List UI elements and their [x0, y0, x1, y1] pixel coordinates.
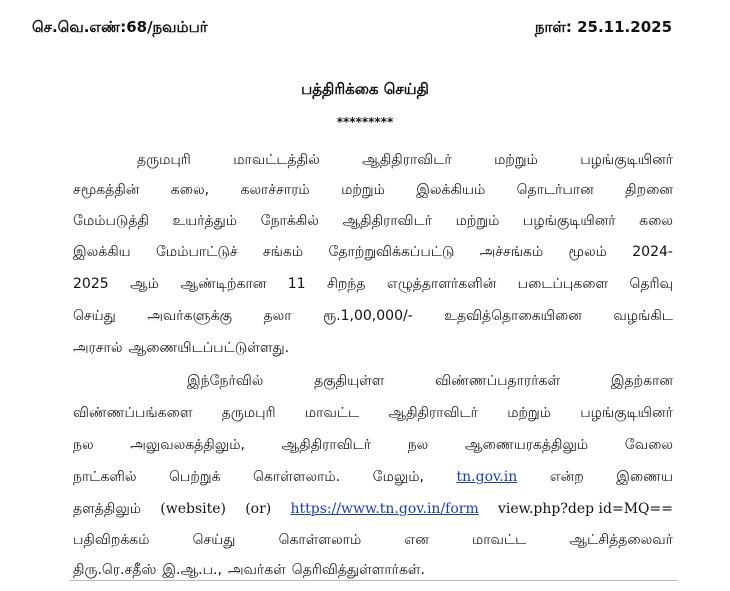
word: பெற்றுக்: [169, 469, 221, 485]
word: சங்கம்: [262, 244, 304, 260]
paragraph1-line6: [73, 302, 673, 330]
word: நாட்களில்: [73, 469, 137, 485]
word: ஆதிதிராவிடர்: [362, 152, 452, 168]
word: விண்ணப்பங்களை: [73, 405, 193, 421]
word: நோக்கில்: [260, 213, 319, 229]
word: மேலும்,: [372, 469, 425, 485]
word: மாவட்ட: [304, 405, 360, 421]
word: அச்சங்கம்: [479, 244, 544, 260]
word: இதற்கான: [610, 373, 673, 389]
word: ரூ.1,00,000/-: [323, 308, 413, 324]
word: தெரிவு: [629, 276, 673, 292]
word: ஆதிதிராவிடர்: [388, 405, 478, 421]
paragraph2-line3: [73, 431, 673, 459]
word: பழங்குடியினர்: [522, 213, 616, 229]
word: வழங்கிட: [613, 308, 673, 324]
word: தகுதியுள்ள: [314, 373, 385, 389]
word: மற்றும்: [455, 213, 500, 229]
word: மேம்படுத்தி: [73, 213, 149, 229]
word: என: [404, 532, 429, 548]
word: (website): [160, 501, 226, 517]
word: நல: [73, 437, 94, 453]
word: ஆணையிடப்பட்டுள்ளது.: [128, 340, 290, 356]
word: கொள்ளலாம்: [278, 532, 362, 548]
word: மூலம்: [568, 244, 607, 260]
word: படைப்புகளை: [517, 276, 609, 292]
word: கலை: [639, 213, 673, 229]
word: திறனை: [625, 182, 673, 198]
word: ஆதிதிராவிடர்: [342, 213, 433, 229]
word: தருமபுரி: [137, 152, 191, 168]
paragraph1-line1: [137, 146, 673, 174]
word: செய்து: [192, 532, 236, 548]
paragraph1-line5: [73, 270, 673, 298]
word: தொடர்பான: [516, 182, 594, 198]
word: ஆதிதிராவிடர்: [281, 437, 372, 453]
word: செய்து: [73, 308, 116, 324]
word: அவர்களுக்கு: [147, 308, 232, 324]
word: மாவட்டத்தில்: [233, 152, 320, 168]
word: பழங்குடியினர்: [580, 405, 673, 421]
paragraph2-line5: [73, 495, 673, 523]
word: சமூகத்தின்: [73, 182, 140, 198]
paragraph1-line7: [73, 334, 673, 362]
word: அவர்கள்: [227, 562, 286, 578]
paragraph2-line1: [187, 367, 673, 395]
reference-number: செ.வெ.எண்:68/நவம்பர்: [32, 18, 208, 36]
form-download-link[interactable]: https://www.tn.gov.in/form: [290, 501, 479, 517]
word: மற்றும்: [341, 182, 385, 198]
word: 2025: [73, 276, 109, 292]
word: திரு.ரெ.சதீஸ்: [73, 562, 157, 578]
word: 11: [287, 276, 306, 292]
word: மாவட்ட: [471, 532, 527, 548]
paragraph1-line2: [73, 176, 673, 204]
word: தோற்றுவிக்கப்பட்டு: [328, 244, 455, 260]
word: தெரிவித்துள்ளார்கள்.: [291, 562, 426, 578]
word: 2024-: [632, 244, 673, 260]
word: தருமபுரி: [221, 405, 276, 421]
word: (or): [245, 501, 272, 517]
word: எழுத்தாளர்களின்: [386, 276, 497, 292]
word: தளத்திலும்: [73, 501, 142, 517]
word: வேலை: [624, 437, 673, 453]
paragraph2-line4: [73, 463, 673, 491]
title-separator: *********: [336, 115, 394, 129]
word: ஆட்சித்தலைவர்: [569, 532, 673, 548]
word: இணைய: [616, 469, 673, 485]
word: அலுவலகத்திலும்,: [130, 437, 245, 453]
word: இலக்கியம்: [416, 182, 486, 198]
word: அரசால்: [73, 340, 123, 356]
bottom-divider: [70, 580, 678, 581]
word: இலக்கிய: [73, 244, 131, 260]
paragraph2-line2: [73, 399, 673, 427]
word: ஆணையரகத்திலும்: [464, 437, 589, 453]
word: கொள்ளலாம்.: [253, 469, 341, 485]
word: இ.ஆ.ப.,: [162, 562, 222, 578]
word: விண்ணப்பதாரர்கள்: [435, 373, 561, 389]
tn-gov-link[interactable]: tn.gov.in: [456, 469, 518, 485]
word: கலாச்சாரம்: [240, 182, 310, 198]
word: ஆம்: [130, 276, 159, 292]
word: ஆண்டிற்கான: [180, 276, 267, 292]
word: மேம்பாட்டுச்: [155, 244, 238, 260]
word: என்ற: [549, 469, 584, 485]
word: இந்நேர்வில்: [187, 373, 264, 389]
word: சிறந்த: [326, 276, 366, 292]
word: உதவித்தொகையினை: [444, 308, 582, 324]
word: மற்றும்: [507, 405, 551, 421]
word: கலை,: [170, 182, 210, 198]
paragraph1-line3: [73, 207, 673, 235]
paragraph2-line6: [73, 526, 673, 554]
word: நல: [407, 437, 429, 453]
word: பதிவிறக்கம்: [73, 532, 150, 548]
word: பழங்குடியினர்: [580, 152, 673, 168]
word: தலா: [263, 308, 292, 324]
word: உயர்த்தும்: [172, 213, 238, 229]
url-continuation: view.php?dep id=MQ==: [497, 501, 673, 517]
paragraph1-line4: [73, 238, 673, 266]
document-title: பத்திரிக்கை செய்தி: [301, 80, 429, 98]
word: மற்றும்: [494, 152, 538, 168]
release-date: நாள்: 25.11.2025: [534, 18, 672, 36]
